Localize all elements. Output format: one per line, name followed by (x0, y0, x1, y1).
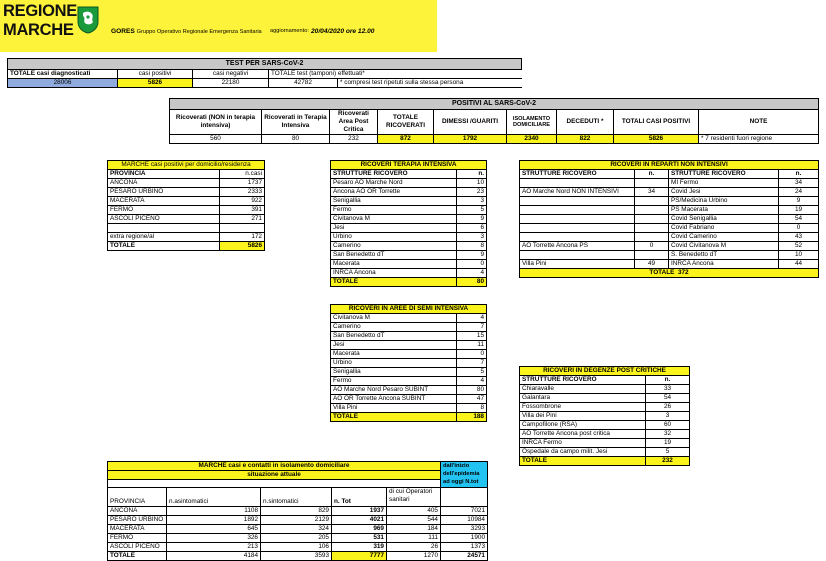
positivi-h-ricoverati: Ricoverati (NON in terapia intensiva) (170, 110, 262, 135)
positivi-v-ti: 80 (262, 135, 330, 144)
table-row (520, 233, 819, 242)
iso-provincia: ANCONA (108, 507, 167, 516)
nonint-bv: 44 (779, 260, 819, 269)
test-swabs-value: 42782 (269, 79, 338, 88)
iso-epi-header: dall'inizio dell'epidemia ad oggi N.tot (441, 462, 488, 488)
ti-name: Urbino (331, 233, 457, 242)
nonint-av (635, 224, 669, 233)
positivi-v-totali: 5826 (614, 135, 699, 144)
semi-title: RICOVERI IN AREE DI SEMI INTENSIVA (331, 305, 487, 314)
iso-operatori: 184 (387, 525, 441, 534)
header-banner (0, 0, 437, 52)
iso-col-epi-empty (441, 488, 488, 507)
provincia-value: 271 (220, 215, 265, 224)
table-row (331, 359, 487, 368)
ti-value: 8 (457, 242, 487, 251)
postc-name: Ospedale da campo milit. Jesi (520, 448, 646, 457)
ti-col-value: n. (457, 170, 487, 179)
ti-name: Fermo (331, 206, 457, 215)
iso-epi: 3293 (441, 525, 488, 534)
provincia-total-value: 5826 (220, 242, 265, 251)
table-row (331, 341, 487, 350)
ti-name: Jesi (331, 224, 457, 233)
nonint-b: Covid Fabriano (669, 224, 779, 233)
ti-value: 9 (457, 215, 487, 224)
semi-value: 0 (457, 350, 487, 359)
ti-name: Camerino (331, 242, 457, 251)
semi-name: Fermo (331, 377, 457, 386)
test-col-swabs: TOTALE test (tamponi) effettuati* (269, 70, 522, 79)
table-row (108, 215, 265, 224)
nonint-av (635, 251, 669, 260)
provincia-value: 1737 (220, 179, 265, 188)
nonint-a: AO Marche Nord NON INTENSIVI (520, 188, 635, 197)
nonint-b: PS/Medicina Urbino (669, 197, 779, 206)
nonint-col-bv: n. (779, 170, 819, 179)
ti-total-label: TOTALE (331, 278, 457, 287)
org-line (111, 28, 262, 35)
iso-tot: 319 (332, 543, 387, 552)
test-negative-value: 22180 (193, 79, 269, 88)
postc-value: 54 (646, 394, 690, 403)
nonint-bv: 54 (779, 215, 819, 224)
iso-tot: 531 (332, 534, 387, 543)
table-row (520, 251, 819, 260)
table-row (520, 197, 819, 206)
nonint-a (520, 251, 635, 260)
ti-name: INRCA Ancona (331, 269, 457, 278)
ti-name: Pesaro AO Marche Nord (331, 179, 457, 188)
positivi-h-postcritica: Ricoverati Area Post Critica (330, 110, 378, 135)
iso-title: MARCHE casi e contatti in isolamento domiciliare (108, 462, 441, 471)
iso-total-epi: 24571 (441, 552, 488, 561)
postc-value: 33 (646, 385, 690, 394)
iso-operatori: 405 (387, 507, 441, 516)
iso-provincia: ASCOLI PICENO (108, 543, 167, 552)
table-row (331, 332, 487, 341)
provincia-name: PESARO URBINO (108, 188, 220, 197)
table-row (331, 215, 487, 224)
test-col-positive: casi positivi (118, 70, 193, 79)
nonint-bv: 24 (779, 188, 819, 197)
nonint-title: RICOVERI IN REPARTI NON INTENSIVI (520, 161, 819, 170)
positivi-h-ti: Ricoverati in Terapia Intensiva (262, 110, 330, 135)
iso-operatori: 111 (387, 534, 441, 543)
positivi-v-note: * 7 residenti fuori regione (699, 135, 819, 144)
table-row (108, 188, 265, 197)
table-row (331, 224, 487, 233)
semi-value: 7 (457, 323, 487, 332)
positivi-h-dimessi: DIMESSI /GUARITI (434, 110, 507, 135)
table-row (520, 179, 819, 188)
nonint-av (635, 206, 669, 215)
iso-asint: 1108 (167, 507, 261, 516)
semi-name: Villa Pini (331, 404, 457, 413)
nonint-a (520, 206, 635, 215)
provincia-col-value: n.casi (220, 170, 265, 179)
table-row (108, 197, 265, 206)
semi-total-value: 188 (457, 413, 487, 422)
positivi-h-deceduti: DECEDUTI * (557, 110, 614, 135)
nonint-col-a: STRUTTURE RICOVERO (520, 170, 635, 179)
table-row (520, 385, 690, 394)
table-row (331, 323, 487, 332)
table-row (520, 224, 819, 233)
iso-sint: 106 (261, 543, 332, 552)
provincia-value: 172 (220, 233, 265, 242)
nonint-bv: 9 (779, 197, 819, 206)
postc-name: Villa dei Pini (520, 412, 646, 421)
nonint-av (635, 233, 669, 242)
ti-name: Macerata (331, 260, 457, 269)
org-name: GORES (111, 28, 135, 35)
table-row (108, 233, 265, 242)
positivi-v-deceduti: 822 (557, 135, 614, 144)
ti-value: 5 (457, 206, 487, 215)
semi-value: 15 (457, 332, 487, 341)
iso-asint: 213 (167, 543, 261, 552)
postc-name: INRCA Fermo (520, 439, 646, 448)
postc-value: 32 (646, 430, 690, 439)
semi-value: 80 (457, 386, 487, 395)
positivi-v-isolamento: 2340 (507, 135, 557, 144)
positivi-h-totale: TOTALE RICOVERATI (378, 110, 434, 135)
semi-value: 5 (457, 368, 487, 377)
iso-provincia: FERMO (108, 534, 167, 543)
table-row (331, 179, 487, 188)
semi-value: 11 (457, 341, 487, 350)
nonint-b: Covid Civitanova M (669, 242, 779, 251)
table-row (108, 534, 488, 543)
iso-total-operatori: 1270 (387, 552, 441, 561)
provincia-value: 2333 (220, 188, 265, 197)
postc-value: 3 (646, 412, 690, 421)
test-title: TEST PER SARS-CoV-2 (8, 59, 522, 70)
provincia-col-name: PROVINCIA (108, 170, 220, 179)
table-row (520, 439, 690, 448)
iso-col-provincia: PROVINCIA (108, 488, 167, 507)
iso-total-tot: 7777 (332, 552, 387, 561)
semi-value: 4 (457, 314, 487, 323)
test-note: * compresi test ripetuti sulla stessa persona (338, 79, 522, 88)
table-row (520, 188, 819, 197)
postc-total-value: 232 (646, 457, 690, 466)
iso-asint: 1892 (167, 516, 261, 525)
positivi-v-totale: 872 (378, 135, 434, 144)
iso-asint: 326 (167, 534, 261, 543)
test-col-negative: casi negativi (193, 70, 269, 79)
table-row (520, 448, 690, 457)
positivi-h-isolamento: ISOLAMENTO DOMICILIARE (507, 110, 557, 135)
iso-provincia: PESARO URBINO (108, 516, 167, 525)
table-row (331, 206, 487, 215)
table-row (108, 525, 488, 534)
ti-value: 23 (457, 188, 487, 197)
org-full: Gruppo Operativo Regionale Emergenza Sanitaria (136, 29, 262, 35)
iso-total-sint: 3593 (261, 552, 332, 561)
provincia-value: 922 (220, 197, 265, 206)
provincia-total-label: TOTALE (108, 242, 220, 251)
nonint-b: S. Benedetto dT (669, 251, 779, 260)
ti-value: 3 (457, 197, 487, 206)
table-row (520, 412, 690, 421)
positivi-table (169, 98, 819, 144)
table-row (331, 368, 487, 377)
logo (3, 2, 77, 39)
postc-total-label: TOTALE (520, 457, 646, 466)
semi-table (330, 304, 487, 422)
nonint-bv: 19 (779, 206, 819, 215)
test-total-value: 28006 (8, 79, 118, 88)
iso-sint: 2129 (261, 516, 332, 525)
ti-value: 10 (457, 179, 487, 188)
nonint-av (635, 215, 669, 224)
postc-value: 60 (646, 421, 690, 430)
iso-tot: 1937 (332, 507, 387, 516)
iso-sint: 324 (261, 525, 332, 534)
provincia-value (220, 224, 265, 233)
iso-epi: 10984 (441, 516, 488, 525)
iso-epi: 1900 (441, 534, 488, 543)
postc-title: RICOVERI IN DEGENZE POST CRITICHE (520, 367, 690, 376)
logo-line1: REGIONE (3, 2, 77, 20)
provincia-title: MARCHE casi positivi per domicilio/residenza (108, 161, 265, 170)
nonint-b: Covid Senigallia (669, 215, 779, 224)
nonint-b: PS Macerata (669, 206, 779, 215)
positivi-v-dimessi: 1792 (434, 135, 507, 144)
nonint-b: INRCA Ancona (669, 260, 779, 269)
iso-col-operatori: di cui Operatori sanitari (387, 488, 441, 507)
ti-total-value: 80 (457, 278, 487, 287)
postc-col-name: STRUTTURE RICOVERO (520, 376, 646, 385)
iso-table (107, 461, 488, 561)
provincia-name (108, 224, 220, 233)
table-row (108, 206, 265, 215)
nonint-bv: 43 (779, 233, 819, 242)
iso-sint: 205 (261, 534, 332, 543)
iso-spacer-row (108, 480, 441, 488)
table-row (331, 395, 487, 404)
table-row (331, 386, 487, 395)
iso-total-label: TOTALE (108, 552, 167, 561)
table-row (520, 215, 819, 224)
postc-value: 19 (646, 439, 690, 448)
nonint-a (520, 233, 635, 242)
logo-line2: MARCHE (3, 20, 74, 39)
postc-value: 26 (646, 403, 690, 412)
table-row (331, 269, 487, 278)
table-row (520, 242, 819, 251)
iso-operatori: 544 (387, 516, 441, 525)
nonint-av: 0 (635, 242, 669, 251)
nonint-total (520, 269, 819, 278)
ti-value: 9 (457, 251, 487, 260)
table-row (520, 206, 819, 215)
table-row (108, 224, 265, 233)
table-row (520, 430, 690, 439)
nonint-bv: 0 (779, 224, 819, 233)
table-row (108, 179, 265, 188)
nonint-b: Covid Camerino (669, 233, 779, 242)
positivi-h-totali: TOTALI CASI POSITIVI (614, 110, 699, 135)
ti-col-name: STRUTTURE RICOVERO (331, 170, 457, 179)
nonint-a (520, 215, 635, 224)
semi-value: 47 (457, 395, 487, 404)
semi-name: AO OR Torrette Ancona SUBINT (331, 395, 457, 404)
update-label: aggiornamento: (270, 28, 309, 34)
iso-subtitle: situazione attuale (108, 471, 441, 480)
semi-name: Jesi (331, 341, 457, 350)
iso-provincia: MACERATA (108, 525, 167, 534)
semi-name: Camerino (331, 323, 457, 332)
iso-operatori: 26 (387, 543, 441, 552)
positivi-h-note: NOTE (699, 110, 819, 135)
nonint-b: Covid Jesi (669, 188, 779, 197)
table-row (331, 251, 487, 260)
nonint-col-b: STRUTTURE RICOVERO (669, 170, 779, 179)
iso-epi: 1373 (441, 543, 488, 552)
provincia-value: 391 (220, 206, 265, 215)
semi-name: AO Marche Nord Pesaro SUBINT (331, 386, 457, 395)
semi-total-label: TOTALE (331, 413, 457, 422)
provincia-table (107, 160, 265, 251)
postc-name: Galantara (520, 394, 646, 403)
nonint-av (635, 179, 669, 188)
nonint-bv: 52 (779, 242, 819, 251)
semi-value: 8 (457, 404, 487, 413)
provincia-name: extra regione/al (108, 233, 220, 242)
table-row (520, 421, 690, 430)
postc-name: Chiaravalle (520, 385, 646, 394)
iso-epi: 7021 (441, 507, 488, 516)
ti-title: RICOVERI TERAPIA INTENSIVA (331, 161, 487, 170)
semi-value: 7 (457, 359, 487, 368)
ti-table (330, 160, 487, 287)
iso-col-asint: n.asintomatici (167, 488, 261, 507)
postc-name: Fossombrone (520, 403, 646, 412)
test-positive-value: 5826 (118, 79, 193, 88)
table-row (331, 314, 487, 323)
table-row (331, 260, 487, 269)
table-row (108, 516, 488, 525)
iso-col-tot: n. Tot (332, 488, 387, 507)
table-row (331, 404, 487, 413)
semi-name: Civitanova M (331, 314, 457, 323)
table-row (108, 543, 488, 552)
nonint-bv: 34 (779, 179, 819, 188)
table-row (331, 377, 487, 386)
table-row (331, 242, 487, 251)
update-value: 20/04/2020 ore 12.00 (311, 28, 375, 35)
provincia-name: FERMO (108, 206, 220, 215)
table-row (331, 197, 487, 206)
ti-name: Ancona AO OR Torrette (331, 188, 457, 197)
nonint-a: Villa Pini (520, 260, 635, 269)
semi-name: Macerata (331, 350, 457, 359)
positivi-title: POSITIVI AL SARS-CoV-2 (170, 99, 819, 110)
ti-value: 4 (457, 269, 487, 278)
ti-name: Senigallia (331, 197, 457, 206)
provincia-name: MACERATA (108, 197, 220, 206)
nonint-b: MI Fermo (669, 179, 779, 188)
table-row (520, 403, 690, 412)
semi-value: 4 (457, 377, 487, 386)
ti-value: 3 (457, 233, 487, 242)
provincia-name: ANCONA (108, 179, 220, 188)
ti-name: San Benedetto dT (331, 251, 457, 260)
table-row (108, 507, 488, 516)
semi-name: Urbino (331, 359, 457, 368)
semi-name: Senigallia (331, 368, 457, 377)
postc-name: Campofilone (RSA) (520, 421, 646, 430)
table-row (331, 188, 487, 197)
iso-tot: 969 (332, 525, 387, 534)
ti-value: 6 (457, 224, 487, 233)
positivi-v-ricoverati: 560 (170, 135, 262, 144)
test-table (7, 58, 522, 88)
nonint-bv: 10 (779, 251, 819, 260)
ti-value: 0 (457, 260, 487, 269)
nonint-a (520, 197, 635, 206)
postc-value: 5 (646, 448, 690, 457)
iso-asint: 645 (167, 525, 261, 534)
iso-sint: 829 (261, 507, 332, 516)
table-row (520, 260, 819, 269)
test-col-total: TOTALE casi diagnosticati (8, 70, 118, 79)
nonint-total-label: TOTALE (649, 269, 675, 276)
semi-name: San Benedetto dT (331, 332, 457, 341)
ti-name: Civitanova M (331, 215, 457, 224)
postc-name: AO Torrette Ancona post critica (520, 430, 646, 439)
table-row (331, 350, 487, 359)
postc-col-value: n. (646, 376, 690, 385)
nonint-av (635, 197, 669, 206)
positivi-v-postcritica: 232 (330, 135, 378, 144)
postc-table (519, 366, 690, 466)
nonint-av: 34 (635, 188, 669, 197)
table-row (331, 233, 487, 242)
nonint-a (520, 224, 635, 233)
nonint-a: AO Torrette Ancona PS (520, 242, 635, 251)
iso-total-asint: 4184 (167, 552, 261, 561)
nonint-table (519, 160, 819, 278)
nonint-col-av: n. (635, 170, 669, 179)
iso-col-sint: n.sintomatici (261, 488, 332, 507)
table-row (520, 394, 690, 403)
nonint-total-value: 372 (677, 269, 689, 276)
region-emblem-icon (77, 6, 99, 34)
nonint-av: 49 (635, 260, 669, 269)
nonint-a (520, 179, 635, 188)
provincia-name: ASCOLI PICENO (108, 215, 220, 224)
iso-tot: 4021 (332, 516, 387, 525)
